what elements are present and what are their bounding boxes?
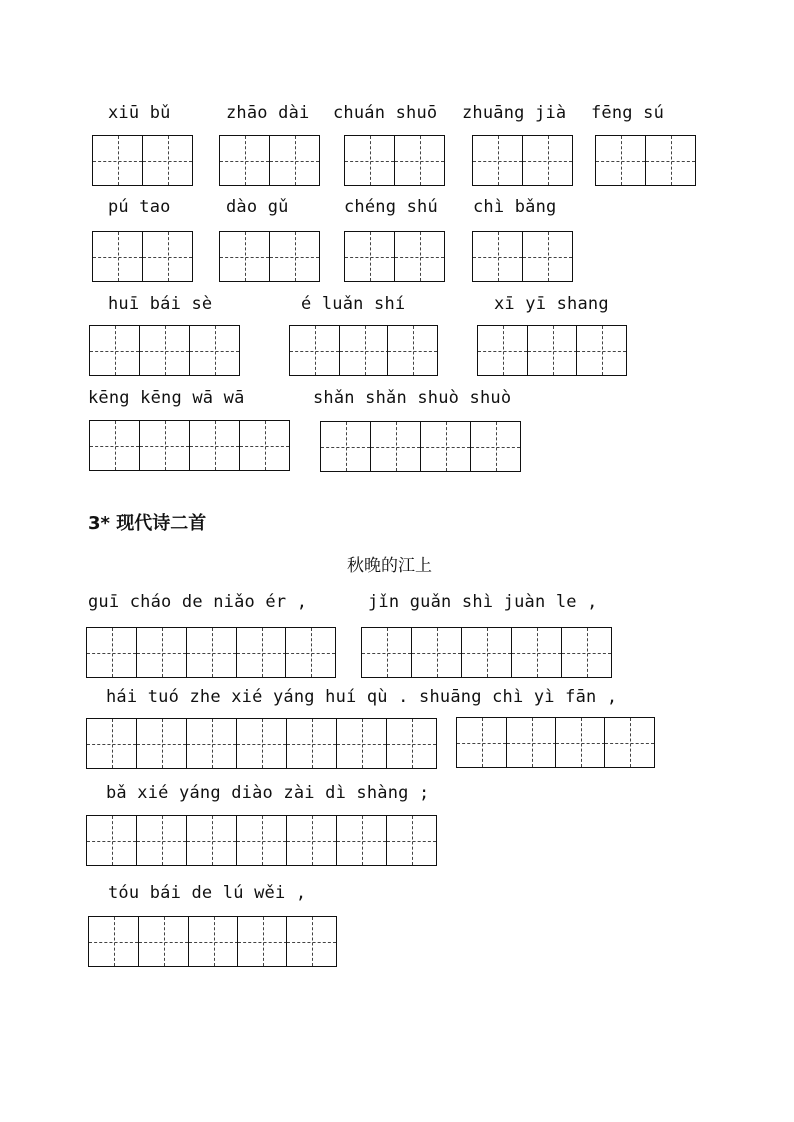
- pinyin-word: xiū bǔ: [108, 103, 171, 123]
- writing-cell[interactable]: [239, 420, 290, 471]
- writing-cell[interactable]: [386, 718, 437, 769]
- writing-cell[interactable]: [361, 627, 412, 678]
- writing-cell[interactable]: [236, 815, 287, 866]
- writing-cell[interactable]: [88, 916, 139, 967]
- writing-cell[interactable]: [289, 325, 340, 376]
- writing-cell[interactable]: [386, 815, 437, 866]
- writing-cell[interactable]: [136, 627, 187, 678]
- writing-cell[interactable]: [595, 135, 646, 186]
- writing-cell[interactable]: [506, 717, 557, 768]
- writing-cell[interactable]: [286, 815, 337, 866]
- writing-cell[interactable]: [456, 717, 507, 768]
- writing-cell[interactable]: [522, 135, 573, 186]
- pinyin-phrase: hái tuó zhe xié yáng huí qù . shuāng chì yì fān ,: [106, 687, 618, 707]
- writing-cell[interactable]: [136, 718, 187, 769]
- writing-cell[interactable]: [139, 325, 190, 376]
- pinyin-word: fēng sú: [591, 103, 665, 123]
- writing-cell[interactable]: [86, 627, 137, 678]
- writing-cell[interactable]: [470, 421, 521, 472]
- writing-cell[interactable]: [411, 627, 462, 678]
- writing-cell[interactable]: [186, 815, 237, 866]
- writing-cell[interactable]: [138, 916, 189, 967]
- writing-cell[interactable]: [142, 231, 193, 282]
- pinyin-phrase: bǎ xié yáng diào zài dì shàng ;: [106, 783, 430, 803]
- writing-cell[interactable]: [285, 627, 336, 678]
- writing-cell[interactable]: [387, 325, 438, 376]
- writing-cell[interactable]: [236, 627, 287, 678]
- writing-cell[interactable]: [86, 815, 137, 866]
- writing-cell[interactable]: [561, 627, 612, 678]
- pinyin-phrase: tóu bái de lú wěi ,: [108, 883, 307, 903]
- writing-cell[interactable]: [189, 420, 240, 471]
- pinyin-word: chéng shú: [344, 197, 438, 217]
- pinyin-word: chì bǎng: [473, 197, 557, 217]
- writing-cell[interactable]: [188, 916, 239, 967]
- writing-cell[interactable]: [219, 231, 270, 282]
- writing-cell[interactable]: [420, 421, 471, 472]
- writing-cell[interactable]: [139, 420, 190, 471]
- pinyin-word: pú tao: [108, 197, 171, 217]
- writing-cell[interactable]: [522, 231, 573, 282]
- writing-cell[interactable]: [219, 135, 270, 186]
- writing-cell[interactable]: [237, 916, 288, 967]
- writing-cell[interactable]: [89, 325, 140, 376]
- writing-cell[interactable]: [394, 135, 445, 186]
- writing-cell[interactable]: [344, 135, 395, 186]
- pinyin-phrase: guī cháo de niǎo ér ,: [88, 592, 308, 612]
- writing-cell[interactable]: [269, 135, 320, 186]
- writing-cell[interactable]: [336, 815, 387, 866]
- pinyin-word: zhuāng jià: [462, 103, 567, 123]
- writing-cell[interactable]: [286, 916, 337, 967]
- pinyin-phrase: jǐn guǎn shì juàn le ,: [368, 592, 598, 612]
- pinyin-word: zhāo dài: [226, 103, 310, 123]
- writing-cell[interactable]: [89, 420, 140, 471]
- writing-cell[interactable]: [472, 231, 523, 282]
- writing-cell[interactable]: [527, 325, 578, 376]
- pinyin-word: chuán shuō: [333, 103, 438, 123]
- writing-cell[interactable]: [92, 231, 143, 282]
- writing-cell[interactable]: [604, 717, 655, 768]
- writing-cell[interactable]: [645, 135, 696, 186]
- writing-cell[interactable]: [344, 231, 395, 282]
- writing-cell[interactable]: [92, 135, 143, 186]
- writing-cell[interactable]: [269, 231, 320, 282]
- pinyin-word: dào gǔ: [226, 197, 289, 217]
- writing-cell[interactable]: [477, 325, 528, 376]
- writing-cell[interactable]: [86, 718, 137, 769]
- writing-cell[interactable]: [461, 627, 512, 678]
- writing-cell[interactable]: [555, 717, 606, 768]
- writing-cell[interactable]: [142, 135, 193, 186]
- pinyin-word: kēng kēng wā wā: [88, 388, 245, 408]
- pinyin-word: xī yī shang: [494, 294, 609, 314]
- writing-cell[interactable]: [186, 718, 237, 769]
- pinyin-word: shǎn shǎn shuò shuò: [313, 388, 512, 408]
- writing-cell[interactable]: [511, 627, 562, 678]
- writing-cell[interactable]: [286, 718, 337, 769]
- writing-cell[interactable]: [472, 135, 523, 186]
- pinyin-word: huī bái sè: [108, 294, 213, 314]
- writing-cell[interactable]: [189, 325, 240, 376]
- writing-cell[interactable]: [136, 815, 187, 866]
- writing-cell[interactable]: [336, 718, 387, 769]
- writing-cell[interactable]: [186, 627, 237, 678]
- writing-cell[interactable]: [370, 421, 421, 472]
- section-heading: 3* 现代诗二首: [88, 513, 207, 534]
- pinyin-word: é luǎn shí: [301, 294, 406, 314]
- writing-cell[interactable]: [576, 325, 627, 376]
- poem-title: 秋晚的江上: [347, 556, 432, 576]
- writing-cell[interactable]: [394, 231, 445, 282]
- writing-cell[interactable]: [236, 718, 287, 769]
- writing-cell[interactable]: [339, 325, 390, 376]
- writing-cell[interactable]: [320, 421, 371, 472]
